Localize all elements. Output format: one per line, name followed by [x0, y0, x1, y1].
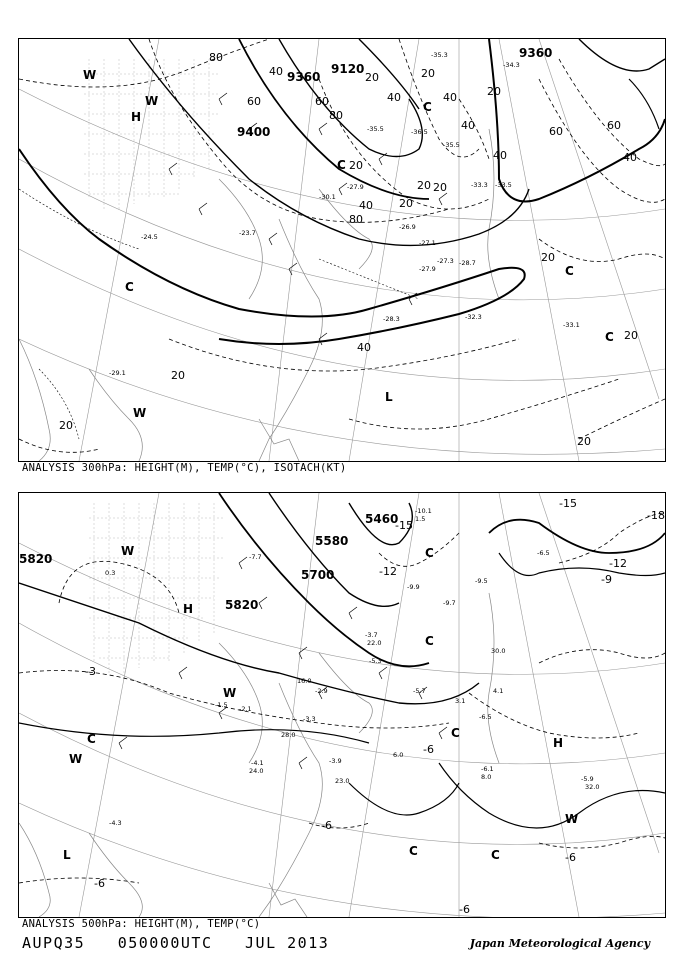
temp-value: -35.5 — [443, 141, 460, 149]
station-value: 6.0 — [393, 751, 404, 759]
terrain-hatch — [84, 59, 219, 209]
map-panel-500hpa — [18, 492, 666, 918]
temp-value: -36.5 — [411, 128, 428, 136]
agency-name: Japan Meteorological Agency — [469, 937, 650, 950]
temp-value: -35.3 — [431, 51, 448, 59]
isotach-label: 40 — [359, 199, 373, 212]
isotherm-label: -6 — [94, 877, 105, 890]
station-value: 23.0 — [335, 777, 350, 785]
high-symbol: H — [553, 736, 564, 750]
low-symbol: L — [385, 390, 393, 404]
station-value: -6.5 — [479, 713, 492, 721]
warm-symbol: W — [121, 544, 135, 558]
isotach-label: 20 — [399, 197, 413, 210]
station-value: 3.1 — [455, 697, 466, 705]
isotherm-labels — [85, 497, 665, 916]
height-label: 9360 — [519, 46, 553, 60]
isotach-contours — [19, 39, 665, 452]
height-label: 5820 — [225, 598, 259, 612]
isotherm-label: -9 — [601, 573, 612, 586]
height-contours — [19, 39, 665, 344]
station-value: -7.7 — [249, 553, 262, 561]
warm-symbol: W — [223, 686, 237, 700]
station-value: -4.1 — [251, 759, 264, 767]
cold-symbol: C — [605, 330, 614, 344]
station-value: -9.9 — [407, 583, 420, 591]
station-value: 30.0 — [491, 647, 506, 655]
cold-symbol: C — [451, 726, 460, 740]
height-label: 5700 — [301, 568, 335, 582]
isotherm-label: -18 — [647, 509, 665, 522]
temp-value: -33.1 — [563, 321, 580, 329]
temperature-values — [109, 51, 580, 377]
temp-value: -29.1 — [109, 369, 126, 377]
station-value: -3.7 — [365, 631, 378, 639]
isotherm-label: -15 — [395, 519, 413, 532]
station-value: -9.7 — [443, 599, 456, 607]
map-500hpa-canvas — [19, 493, 665, 917]
cold-symbol: C — [491, 848, 500, 862]
isotach-label: 20 — [624, 329, 638, 342]
isotach-label: 60 — [315, 95, 329, 108]
isotach-label: 80 — [349, 213, 363, 226]
isotach-label: 60 — [549, 125, 563, 138]
isotach-label: 20 — [577, 435, 591, 448]
station-value: 22.0 — [367, 639, 382, 647]
station-value: -6.1 — [481, 765, 494, 773]
station-value: -1.5 — [215, 701, 228, 709]
terrain-hatch — [89, 503, 224, 673]
temp-value: -33.5 — [495, 181, 512, 189]
station-value: 32.0 — [585, 783, 600, 791]
temp-value: -27.3 — [437, 257, 454, 265]
isotach-label: 80 — [209, 51, 223, 64]
isotach-labels — [59, 51, 638, 448]
isotherm-label: -12 — [609, 557, 627, 570]
height-label: 5580 — [315, 534, 349, 548]
cold-symbol: C — [425, 546, 434, 560]
pressure-symbols — [83, 68, 614, 420]
station-values — [105, 507, 599, 827]
warm-symbol: W — [83, 68, 97, 82]
station-value: -2.1 — [239, 705, 252, 713]
chart-identifier — [22, 934, 351, 952]
warm-symbol: W — [133, 406, 147, 420]
station-value: -5.3 — [369, 657, 382, 665]
station-value: 8.0 — [481, 773, 492, 781]
station-value: 1.5 — [415, 515, 426, 523]
temp-value: -35.5 — [367, 125, 384, 133]
isotach-label: 40 — [357, 341, 371, 354]
isotach-label: 20 — [417, 179, 431, 192]
map-300hpa-canvas — [19, 39, 665, 461]
temp-value: -28.7 — [459, 259, 476, 267]
temp-value: -27.1 — [419, 239, 436, 247]
temp-value: -23.7 — [239, 229, 256, 237]
station-value: -4.3 — [109, 819, 122, 827]
cold-symbol: C — [125, 280, 134, 294]
warm-symbol: W — [565, 812, 579, 826]
caption-300hpa: ANALYSIS 300hPa: HEIGHT(M), TEMP(°C), ISOTACH(KT) — [22, 462, 347, 474]
isotach-label: 20 — [365, 71, 379, 84]
temp-value: -33.3 — [471, 181, 488, 189]
isotach-label: 20 — [433, 181, 447, 194]
station-value: -2.9 — [315, 687, 328, 695]
isotherm-label: -15 — [559, 497, 577, 510]
temp-value: -30.1 — [319, 193, 336, 201]
height-label: 9120 — [331, 62, 365, 76]
isotherm-label: -6 — [565, 851, 576, 864]
isotach-label: 60 — [607, 119, 621, 132]
chart-code: AUPQ35 — [22, 934, 86, 952]
isotherm-label: -12 — [379, 565, 397, 578]
station-value: -3.9 — [329, 757, 342, 765]
isotach-label: 40 — [493, 149, 507, 162]
map-panel-300hpa — [18, 38, 666, 462]
isotach-label: 20 — [349, 159, 363, 172]
station-value: -5.9 — [581, 775, 594, 783]
isotherm-label: -3 — [85, 665, 96, 678]
station-value: -9.5 — [475, 577, 488, 585]
temp-value: -28.3 — [383, 315, 400, 323]
high-symbol: H — [183, 602, 194, 616]
station-value: 16.0 — [297, 677, 312, 685]
isotach-label: 80 — [329, 109, 343, 122]
height-label: 5820 — [19, 552, 53, 566]
station-value: 0.3 — [105, 569, 116, 577]
isotach-label: 20 — [541, 251, 555, 264]
height-label: 5460 — [365, 512, 399, 526]
isotach-label: 20 — [59, 419, 73, 432]
isotach-label: 40 — [461, 119, 475, 132]
temp-value: -26.9 — [399, 223, 416, 231]
warm-symbol: W — [145, 94, 159, 108]
isotach-label: 40 — [387, 91, 401, 104]
cold-symbol: C — [423, 100, 432, 114]
station-value: -5.7 — [413, 687, 426, 695]
temp-value: -34.3 — [503, 61, 520, 69]
height-labels — [19, 512, 398, 612]
isotach-label: 40 — [443, 91, 457, 104]
cold-symbol: C — [565, 264, 574, 278]
cold-symbol: C — [409, 844, 418, 858]
chart-month-year: JUL 2013 — [245, 934, 330, 952]
cold-symbol: C — [87, 732, 96, 746]
station-value: -3.3 — [303, 715, 316, 723]
isotach-label: 40 — [623, 151, 637, 164]
high-symbol: H — [131, 110, 142, 124]
isotach-label: 20 — [487, 85, 501, 98]
chart-datetime: 050000UTC — [117, 934, 213, 952]
low-symbol: L — [63, 848, 71, 862]
isotherm-label: -6 — [321, 819, 332, 832]
station-value: -6.5 — [537, 549, 550, 557]
temp-value: -27.9 — [347, 183, 364, 191]
cold-symbol: C — [337, 158, 346, 172]
temp-value: -32.3 — [465, 313, 482, 321]
station-value: 4.1 — [493, 687, 504, 695]
height-label: 9360 — [287, 70, 321, 84]
station-value: 24.0 — [249, 767, 264, 775]
station-value: 28.0 — [281, 731, 296, 739]
height-label: 9400 — [237, 125, 271, 139]
isotach-label: 40 — [269, 65, 283, 78]
warm-symbol: W — [69, 752, 83, 766]
caption-500hpa: ANALYSIS 500hPa: HEIGHT(M), TEMP(°C) — [22, 918, 261, 930]
isotach-label: 60 — [247, 95, 261, 108]
temp-value: -27.9 — [419, 265, 436, 273]
cold-symbol: C — [425, 634, 434, 648]
isotach-label: 20 — [171, 369, 185, 382]
isotach-label: 20 — [421, 67, 435, 80]
temp-value: -24.5 — [141, 233, 158, 241]
isotherm-label: -6 — [459, 903, 470, 916]
isotherm-label: -6 — [423, 743, 434, 756]
station-value: -10.1 — [415, 507, 432, 515]
